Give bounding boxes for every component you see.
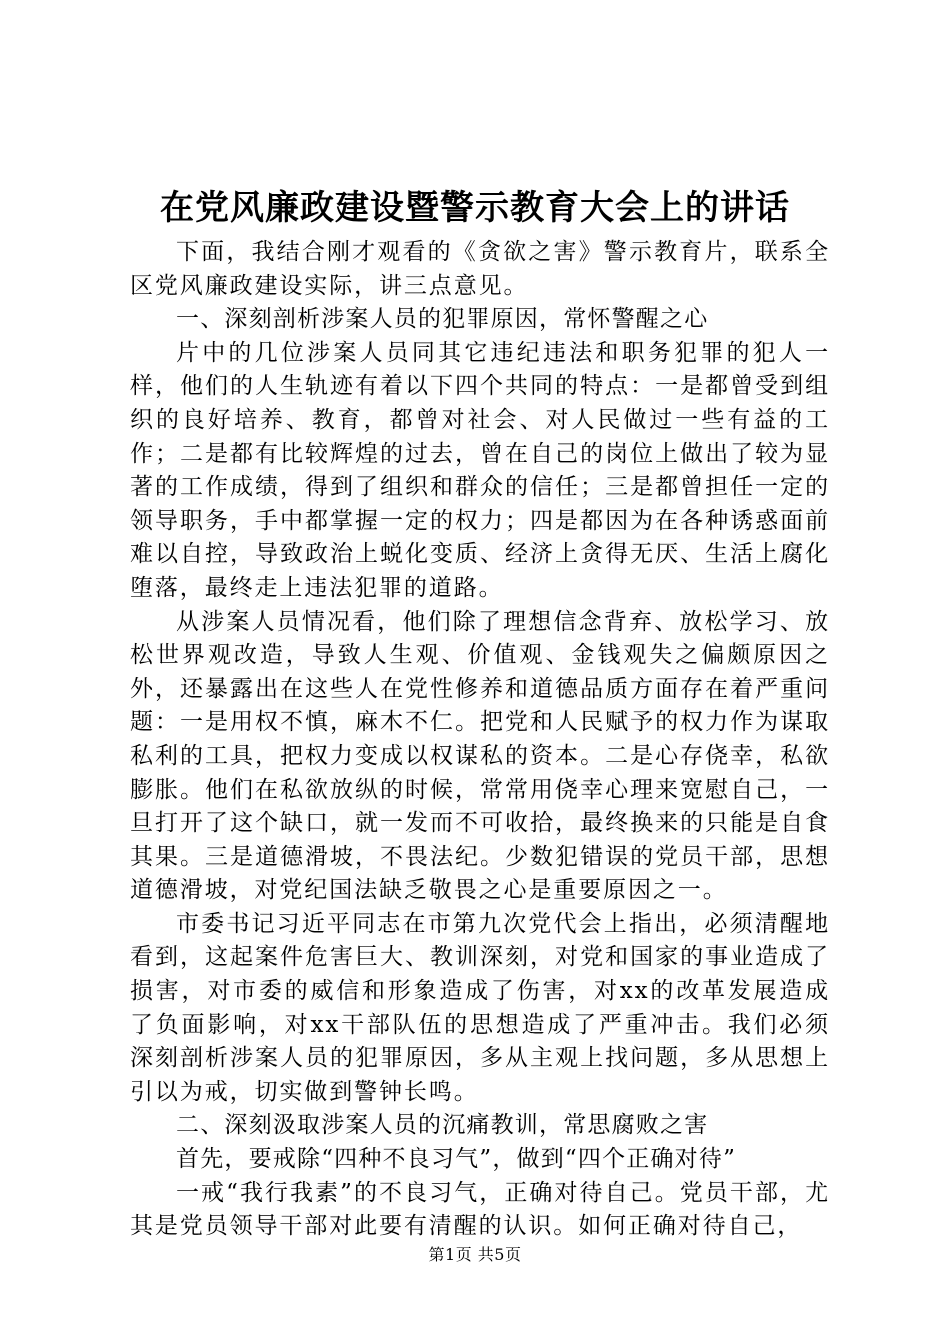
page-number-footer: 第1页 共5页 (428, 1245, 522, 1264)
document-body (130, 236, 830, 1244)
section-heading-1: 一、深刻剖析涉案人员的犯罪原因，常怀警醒之心 (176, 306, 709, 333)
intro-paragraph: 下面，我结合刚才观看的《贪欲之害》警示教育片，联系全区党风廉政建设实际，讲三点意见。 (130, 239, 830, 299)
body-paragraph: 片中的几位涉案人员同其它违纪违法和职务犯罪的犯人一样，他们的人生轨迹有着以下四个共同的特点：一是都曾受到组织的良好培养、教育，都曾对社会、对人民做过一些有益的工作；二是都有比较辉煌的过去，曾在自己的岗位上做出了较为显著的工作成绩，得到了组织和群众的信任；三是都曾担任一定的领导职务，手中都掌握一定的权力；四是都因为在各种诱惑面前难以自控，导致政治上蜕化变质、经济上贪得无厌、生活上腐化堕落，最终走上违法犯罪的道路。 (130, 339, 830, 601)
section-heading-2: 二、深刻汲取涉案人员的沉痛教训，常思腐败之害 (176, 1112, 709, 1139)
document-title: 在党风廉政建设暨警示教育大会上的讲话 (160, 188, 790, 228)
subheading: 首先，要戒除“四种不良习气”，做到“四个正确对待” (176, 1146, 737, 1173)
body-paragraph: 从涉案人员情况看，他们除了理想信念背弃、放松学习、放松世界观改造，导致人生观、价值观、金钱观失之偏颇原因之外，还暴露出在这些人在党性修养和道德品质方面存在着严重问题：一是用权不慎，麻木不仁。把党和人民赋予的权力作为谋取私利的工具，把权力变成以权谋私的资本。二是心存侥幸，私欲膨胀。他们在私欲放纵的时候，常常用侥幸心理来宽慰自己，一旦打开了这个缺口，就一发而不可收拾，最终换来的只能是自食其果。三是道德滑坡，不畏法纪。少数犯错误的党员干部，思想道德滑坡，对党纪国法缺乏敬畏之心是重要原因之一。 (130, 608, 830, 904)
body-paragraph: 一戒“我行我素”的不良习气，正确对待自己。党员干部，尤其是党员领导干部对此要有清醒的认识。如何正确对待自己， (130, 1179, 830, 1240)
body-paragraph: 市委书记习近平同志在市第九次党代会上指出，必须清醒地看到，这起案件危害巨大、教训深刻，对党和国家的事业造成了损害，对市委的威信和形象造成了伤害，对xx的改革发展造成了负面影响，对xx干部队伍的思想造成了严重冲击。我们必须深刻剖析涉案人员的犯罪原因，多从主观上找问题，多从思想上引以为戒，切实做到警钟长鸣。 (130, 910, 830, 1105)
